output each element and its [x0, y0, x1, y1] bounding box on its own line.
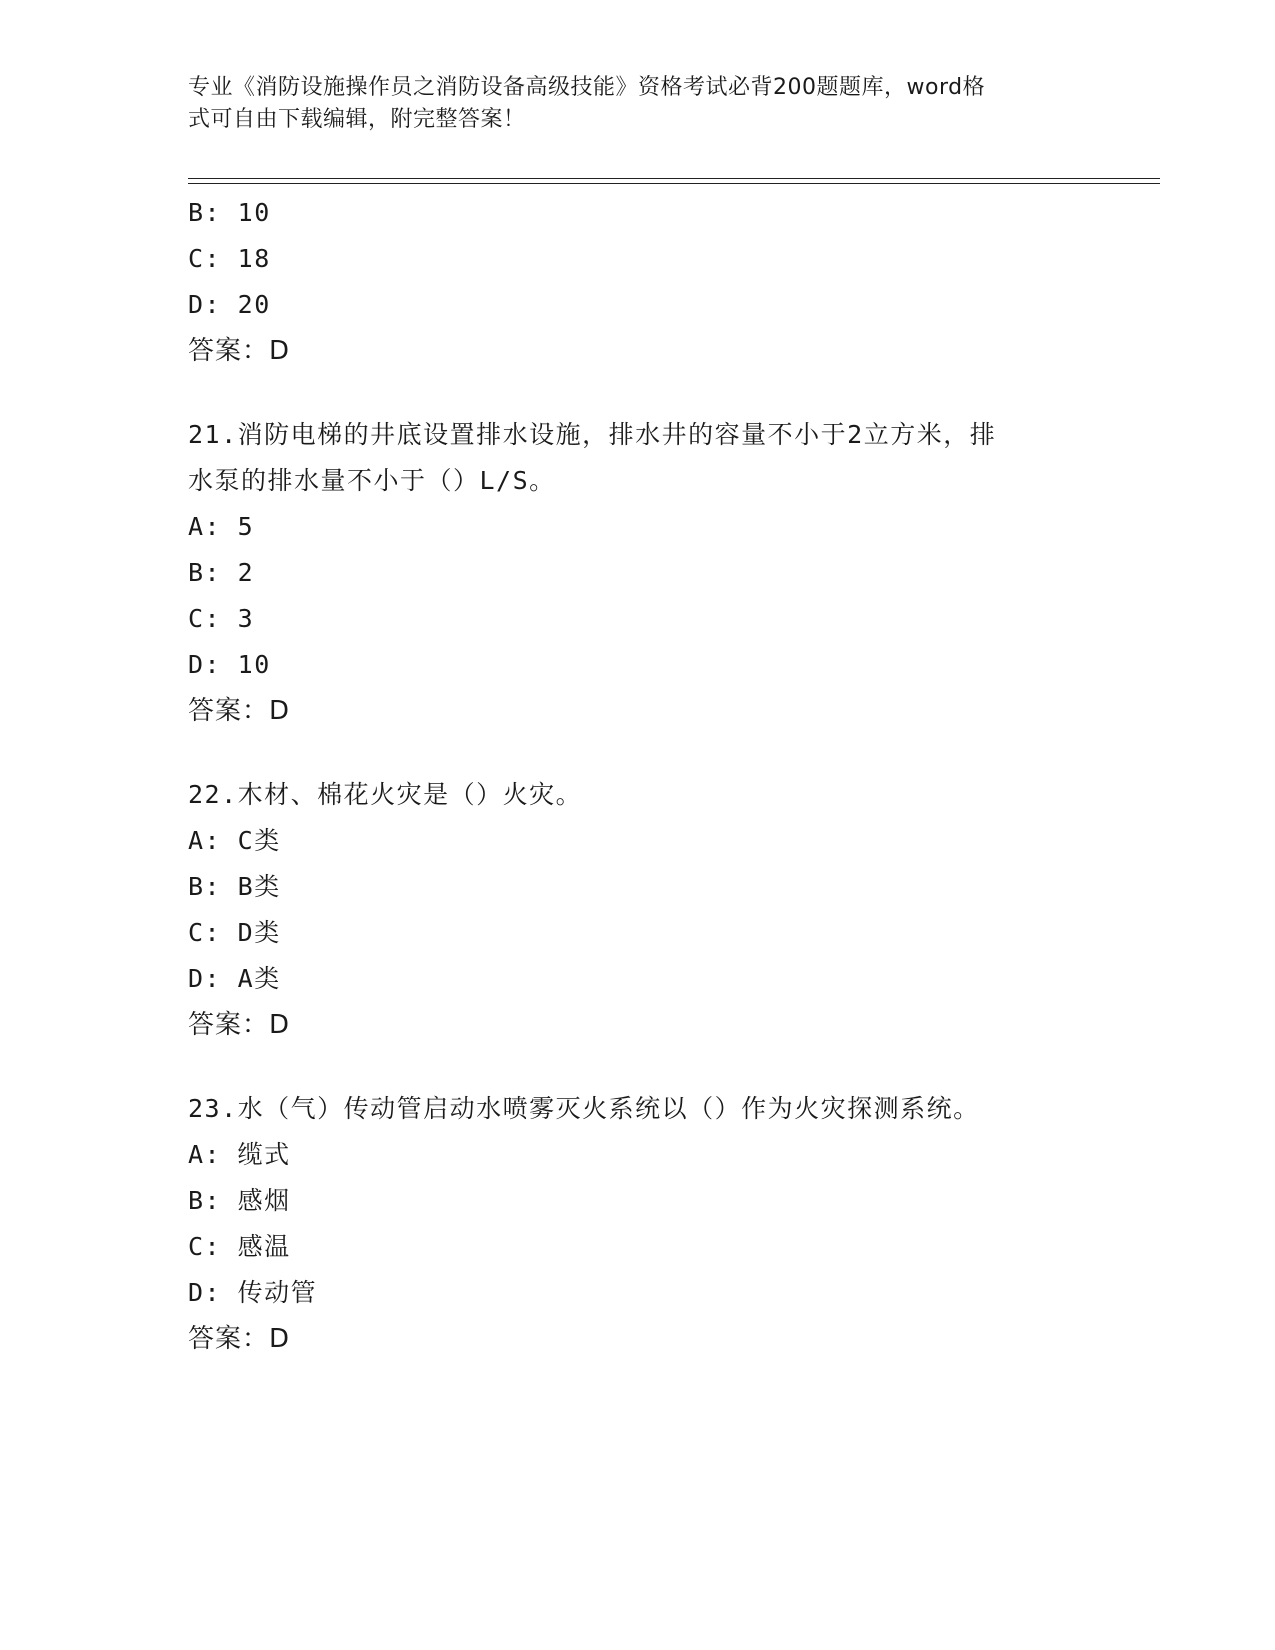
- question-block-22: [188, 772, 1088, 1048]
- answer: 答案：D: [188, 1010, 291, 1040]
- option-a: A: C类: [188, 826, 281, 855]
- header-line-1: 专业《消防设施操作员之消防设备高级技能》资格考试必背200题题库，word格: [188, 75, 986, 100]
- answer: 答案：D: [188, 336, 291, 366]
- header-line-2: 式可自由下载编辑，附完整答案！: [188, 107, 526, 132]
- option-b: B: B类: [188, 872, 281, 901]
- option-a: A: 5: [188, 512, 255, 541]
- question-block-20: [188, 190, 1088, 374]
- answer: 答案：D: [188, 696, 291, 726]
- option-b: B: 10: [188, 198, 271, 227]
- question-list: [188, 190, 1088, 1362]
- document-header: [188, 72, 1088, 136]
- question-title: 23.水（气）传动管启动水喷雾灭火系统以（）作为火灾探测系统。: [188, 1094, 980, 1123]
- question-block-21: [188, 412, 1088, 734]
- question-title: 22.木材、棉花火灾是（）火灾。: [188, 780, 583, 809]
- header-divider-top: [188, 178, 1160, 179]
- option-d: D: 20: [188, 290, 271, 319]
- option-d: D: 传动管: [188, 1278, 318, 1307]
- option-c: C: D类: [188, 918, 281, 947]
- header-divider-bottom: [188, 183, 1160, 184]
- question-title-continued: 水泵的排水量不小于（）L/S。: [188, 466, 556, 495]
- answer: 答案：D: [188, 1324, 291, 1354]
- question-block-23: [188, 1086, 1088, 1362]
- option-c: C: 3: [188, 604, 255, 633]
- option-d: D: A类: [188, 964, 281, 993]
- option-c: C: 感温: [188, 1232, 291, 1261]
- option-b: B: 感烟: [188, 1186, 291, 1215]
- option-a: A: 缆式: [188, 1140, 291, 1169]
- option-b: B: 2: [188, 558, 255, 587]
- option-c: C: 18: [188, 244, 271, 273]
- question-title: 21.消防电梯的井底设置排水设施，排水井的容量不小于2立方米，排: [188, 420, 997, 449]
- option-d: D: 10: [188, 650, 271, 679]
